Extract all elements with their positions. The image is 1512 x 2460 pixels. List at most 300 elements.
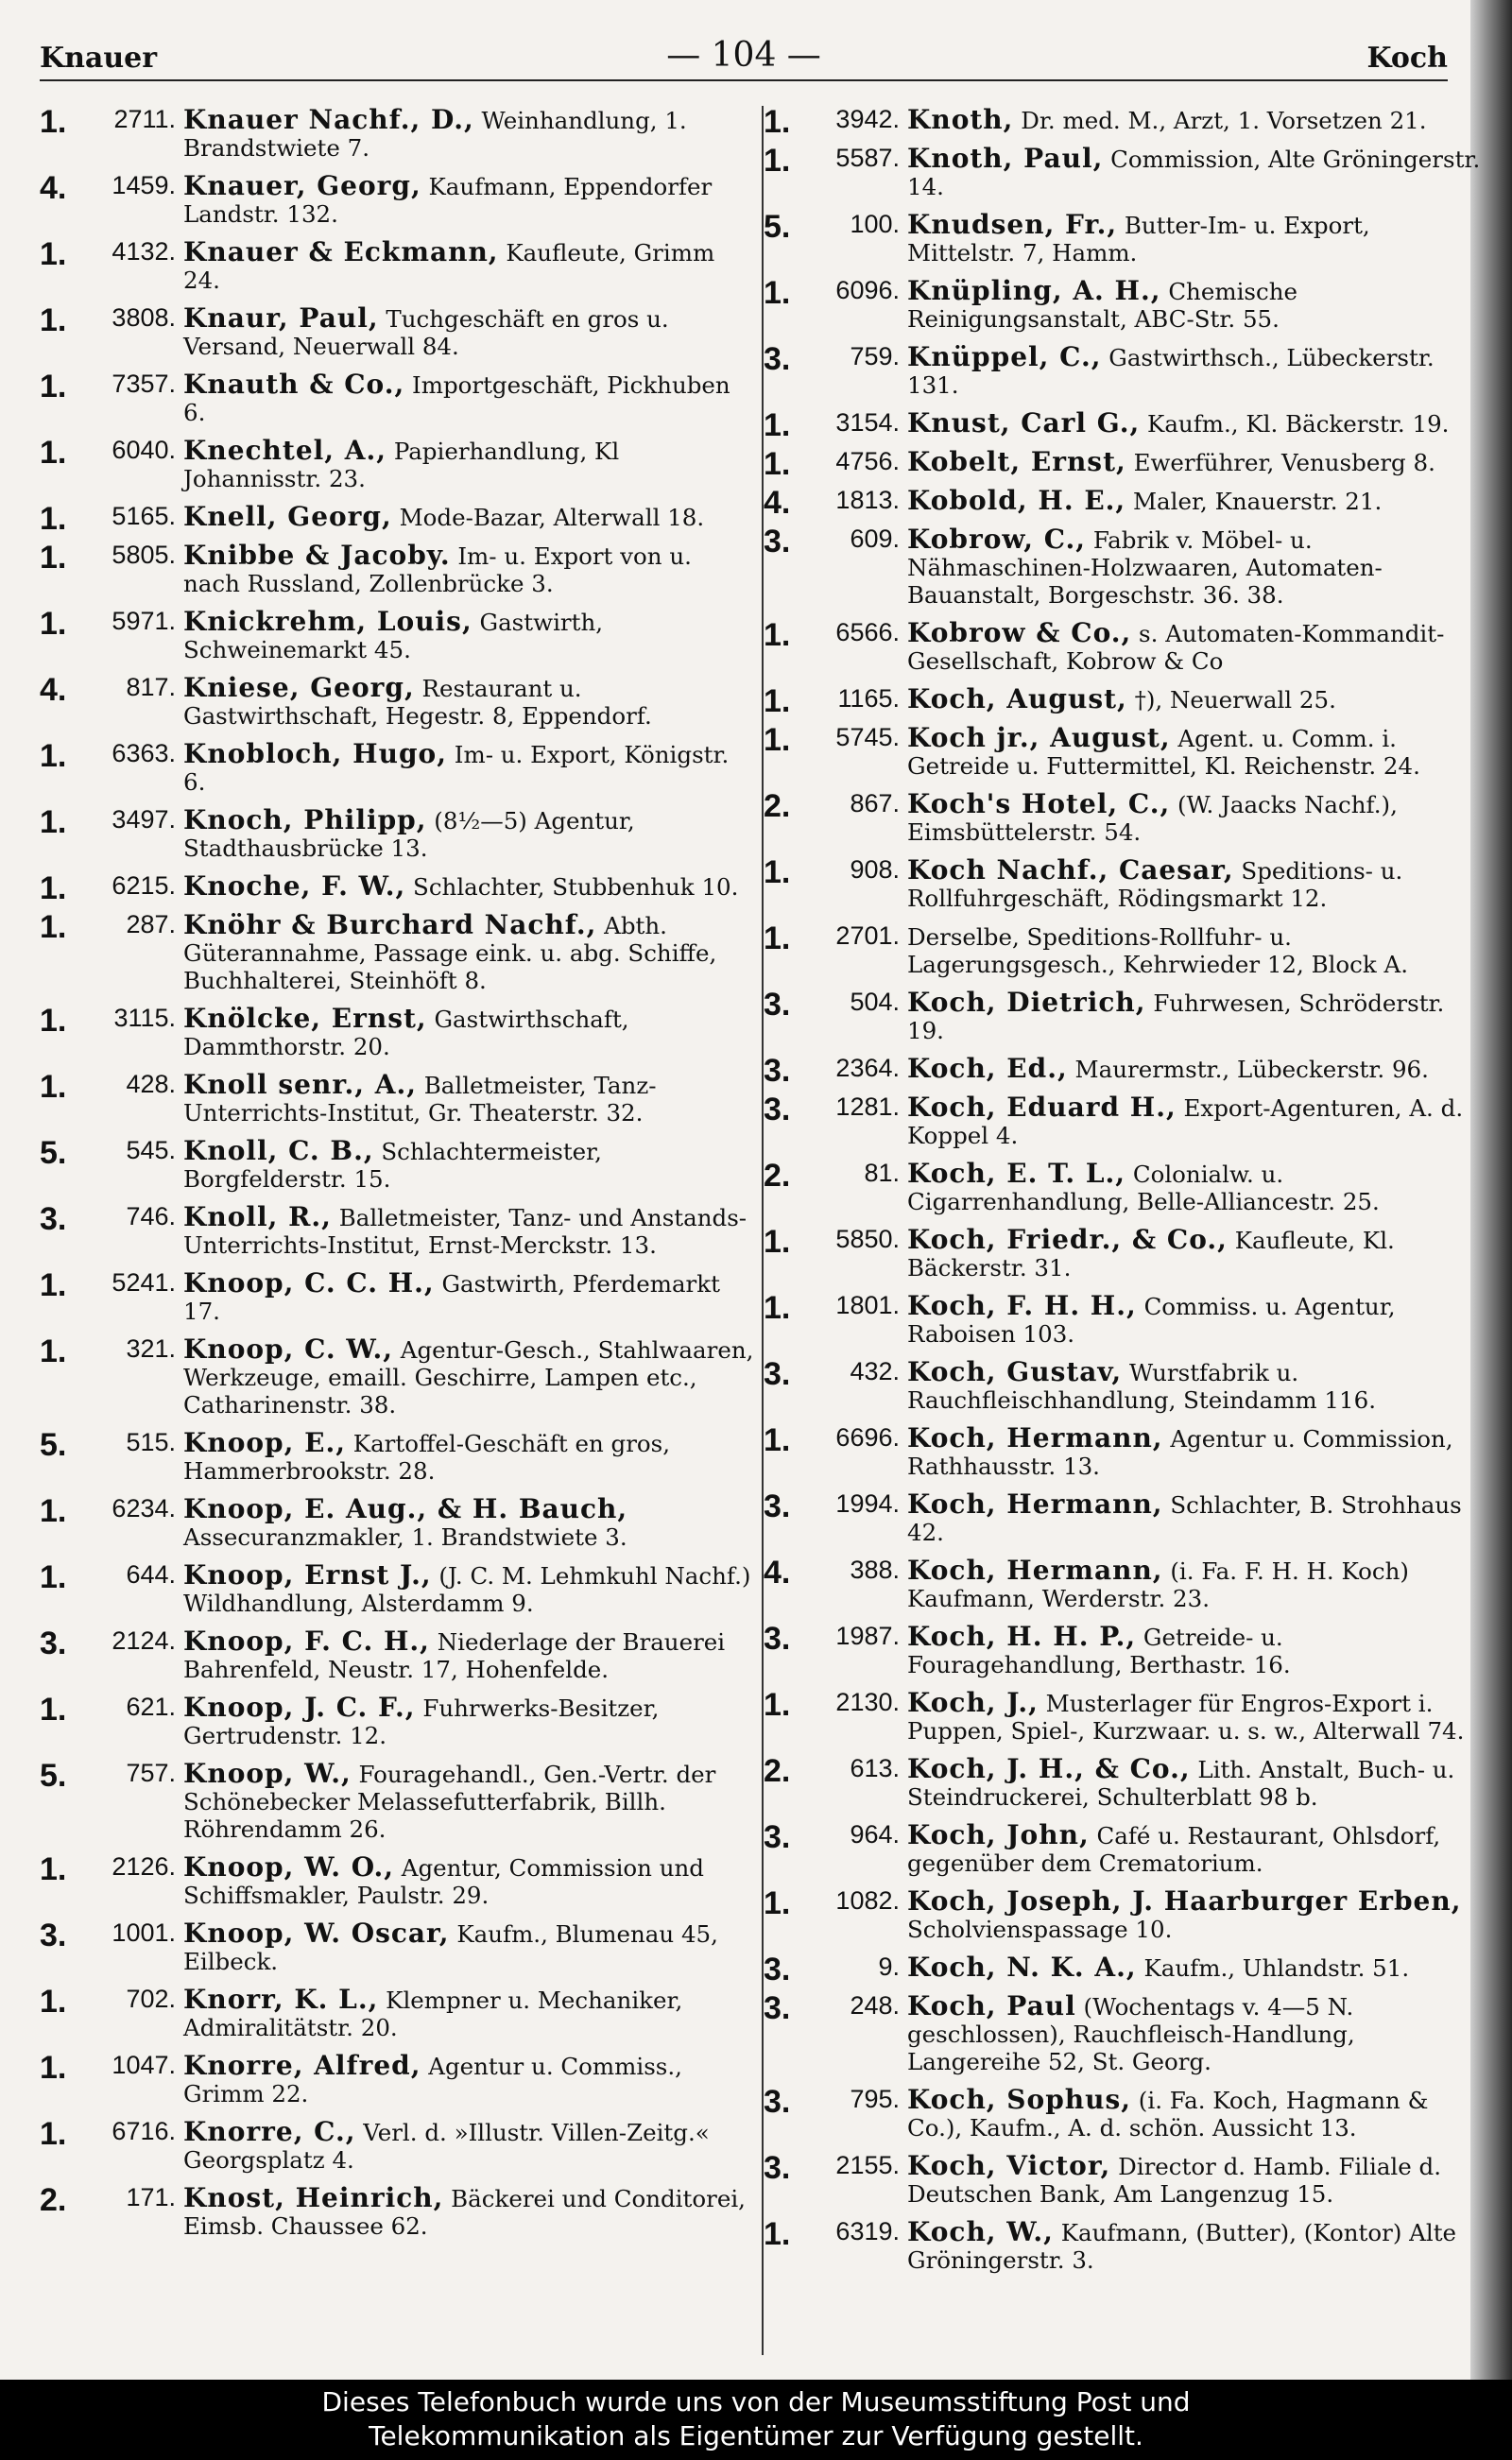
directory-entry: [764, 1755, 1482, 1811]
directory-entry: [40, 2118, 754, 2174]
phone-number: 2126.: [112, 1852, 176, 1881]
subscriber-name: Knechtel, A.,: [183, 435, 387, 466]
phone-number: 5971.: [112, 607, 176, 635]
directory-entry: [764, 1424, 1482, 1480]
subscriber-details: Ewerführer, Venusberg 8.: [1133, 449, 1435, 476]
exchange-zone: 1.: [764, 143, 791, 179]
subscriber-name: Koch, Hermann,: [907, 1555, 1163, 1586]
exchange-zone: 3.: [764, 1621, 791, 1657]
directory-entry: [40, 370, 754, 426]
directory-entry: [764, 1358, 1482, 1414]
exchange-zone: 3.: [40, 1918, 67, 1953]
phone-number: 6716.: [112, 2117, 176, 2145]
phone-number: 702.: [126, 1985, 176, 2013]
subscriber-name: Koch, Joseph, J. Haarburger Erben,: [907, 1885, 1462, 1917]
subscriber-details: (Wochentags v. 4—5 N. geschlossen), Rauchfleisch-Handlung, Langereihe 52, St. Georg.: [907, 1993, 1355, 2075]
subscriber-name: Koch, August,: [907, 683, 1127, 714]
subscriber-name: Koch, H. H. P.,: [907, 1621, 1137, 1652]
phone-number: 4132.: [112, 237, 176, 266]
subscriber-details: Kaufmann, Eppendorfer Landstr. 132.: [183, 173, 713, 228]
phone-number: 817.: [126, 673, 176, 701]
phone-number: 964.: [850, 1820, 900, 1849]
exchange-zone: 1.: [764, 1687, 791, 1723]
subscriber-details: Bäckerei und Conditorei, Eimsb. Chaussee 62.: [183, 2185, 746, 2240]
phone-number: 5850.: [835, 1225, 900, 1253]
phone-number: 515.: [126, 1428, 176, 1456]
phone-number: 2155.: [835, 2151, 900, 2179]
directory-entry: [40, 1986, 754, 2041]
subscriber-name: Knoop, F. C. H.,: [183, 1626, 430, 1657]
phone-number: 6696.: [835, 1423, 900, 1452]
phone-number: 5805.: [112, 541, 176, 569]
subscriber-details: Importgeschäft, Pickhuben 6.: [183, 371, 730, 426]
subscriber-name: Knauer & Eckmann,: [183, 236, 499, 267]
subscriber-name: Knorre, Alfred,: [183, 2050, 421, 2081]
subscriber-name: Koch, Paul: [907, 1990, 1076, 2021]
subscriber-details: Derselbe, Speditions-Rollfuhr- u. Lagerungsgesch., Kehrwieder 12, Block A.: [907, 923, 1409, 978]
directory-entry: [764, 2218, 1482, 2274]
subscriber-name: Koch, W.,: [907, 2216, 1054, 2247]
phone-number: 1047.: [112, 2051, 176, 2079]
exchange-zone: 1.: [764, 854, 791, 890]
subscriber-details: Im- u. Export von u. nach Russland, Zollenbrücke 3.: [183, 542, 692, 597]
subscriber-name: Knoop, E.,: [183, 1427, 346, 1458]
subscriber-name: Knoop, Ernst J.,: [183, 1559, 432, 1591]
subscriber-name: Knorre, C.,: [183, 2116, 356, 2147]
phone-number: 3808.: [112, 303, 176, 332]
left-column: [40, 106, 754, 2365]
subscriber-name: Koch, J. H., & Co.,: [907, 1753, 1191, 1784]
subscriber-details: Maler, Knauerstr. 21.: [1132, 488, 1383, 515]
subscriber-details: Agentur-Gesch., Stahlwaaren, Werkzeuge, emaill. Geschirre, Lampen etc., Catharinenstr. 38.: [183, 1336, 754, 1419]
subscriber-name: Knost, Heinrich,: [183, 2182, 444, 2213]
subscriber-details: Fabrik v. Möbel- u. Nähmaschinen-Holzwaaren, Automaten-Bauanstalt, Borgeschstr. 36. 38.: [907, 526, 1383, 609]
exchange-zone: 5.: [40, 1135, 67, 1171]
subscriber-name: Koch, Hermann,: [907, 1488, 1163, 1520]
subscriber-details: Commission, Alte Gröningerstr. 14.: [907, 146, 1481, 200]
phone-number: 1001.: [112, 1918, 176, 1947]
footer-line-1: Dieses Telefonbuch wurde uns von der Museumsstiftung Post und: [321, 2386, 1191, 2417]
subscriber-name: Koch, E. T. L.,: [907, 1158, 1126, 1189]
subscriber-details: Assecuranzmakler, 1. Brandstwiete 3.: [183, 1523, 627, 1551]
subscriber-details: Dr. med. M., Arzt, 1. Vorsetzen 21.: [1021, 107, 1427, 134]
subscriber-details: Balletmeister, Tanz- und Anstands-Unterrichts-Institut, Ernst-Merckstr. 13.: [183, 1204, 747, 1259]
directory-entry: [40, 2052, 754, 2107]
subscriber-details: Commiss. u. Agentur, Raboisen 103.: [907, 1293, 1396, 1348]
directory-entry: [40, 437, 754, 492]
exchange-zone: 3.: [764, 987, 791, 1023]
phone-number: 388.: [850, 1556, 900, 1584]
directory-entry: [764, 790, 1482, 846]
subscriber-name: Knoll, C. B.,: [183, 1135, 374, 1166]
subscriber-details: Director d. Hamb. Filiale d. Deutschen Bank, Am Langenzug 15.: [907, 2153, 1442, 2208]
exchange-zone: 1.: [40, 1692, 67, 1728]
directory-entry: [40, 304, 754, 360]
directory-entry: [764, 1292, 1482, 1348]
phone-number: 757.: [126, 1759, 176, 1787]
directory-entry: [40, 870, 754, 906]
subscriber-name: Koch's Hotel, C.,: [907, 788, 1171, 819]
subscriber-details: Scholvienspassage 10.: [907, 1916, 1173, 1943]
phone-number: 428.: [126, 1070, 176, 1098]
exchange-zone: 3.: [764, 524, 791, 559]
subscriber-details: Balletmeister, Tanz-Unterrichts-Institut, Gr. Theaterstr. 32.: [183, 1072, 657, 1127]
directory-entry: [764, 1160, 1482, 1215]
directory-entry: [40, 172, 754, 228]
subscriber-details: Abth. Güterannahme, Passage eink. u. abg. Schiffe, Buchhalterei, Steinhöft 8.: [183, 912, 717, 994]
directory-entry: [764, 1557, 1482, 1612]
directory-entry: [764, 446, 1482, 482]
directory-entry: [764, 2152, 1482, 2208]
directory-entry: [40, 1853, 754, 1909]
subscriber-details: †), Neuerwall 25.: [1134, 686, 1336, 714]
header-last-name: Koch: [1366, 42, 1448, 75]
subscriber-details: Restaurant u. Gastwirthschaft, Hegestr. 8, Eppendorf.: [183, 675, 652, 730]
subscriber-name: Kobelt, Ernst,: [907, 446, 1126, 477]
subscriber-details: Gastwirth, Schweinemarkt 45.: [183, 609, 604, 663]
directory-entry: [764, 1623, 1482, 1678]
directory-entry: [40, 238, 754, 294]
subscriber-details: Agentur, Commission und Schiffsmakler, Paulstr. 29.: [183, 1854, 704, 1909]
phone-number: 759.: [850, 342, 900, 370]
directory-entry: [40, 1005, 754, 1060]
exchange-zone: 4.: [40, 170, 67, 206]
directory-entry: [40, 106, 754, 162]
directory-entry: [764, 1952, 1482, 1987]
exchange-zone: 1.: [764, 275, 791, 311]
exchange-zone: 2.: [764, 1753, 791, 1789]
exchange-zone: 1.: [40, 1851, 67, 1887]
subscriber-details: Export-Agenturen, A. d. Koppel 4.: [907, 1094, 1464, 1149]
phone-number: 609.: [850, 525, 900, 553]
directory-entry: [764, 1093, 1482, 1149]
phone-number: 746.: [126, 1202, 176, 1230]
phone-number: 171.: [126, 2183, 176, 2211]
subscriber-name: Koch, Eduard H.,: [907, 1092, 1177, 1123]
directory-entry: [764, 683, 1482, 719]
phone-number: 2701.: [835, 921, 900, 950]
exchange-zone: 1.: [764, 407, 791, 443]
subscriber-name: Knölcke, Ernst,: [183, 1003, 427, 1034]
phone-number: 5165.: [112, 502, 176, 530]
subscriber-details: Colonialw. u. Cigarrenhandlung, Belle-Alliancestr. 25.: [907, 1161, 1380, 1215]
directory-entry: [40, 740, 754, 796]
exchange-zone: 1.: [40, 1559, 67, 1595]
directory-entry: [764, 343, 1482, 399]
directory-entry: [764, 1226, 1482, 1282]
exchange-zone: 5.: [40, 1758, 67, 1794]
subscriber-name: Knoll senr., A.,: [183, 1069, 417, 1100]
exchange-zone: 1.: [764, 722, 791, 758]
directory-entry: [40, 1561, 754, 1617]
directory-entry: [764, 407, 1482, 443]
exchange-zone: 1.: [40, 435, 67, 471]
exchange-zone: 1.: [764, 2216, 791, 2252]
directory-entry: [764, 1992, 1482, 2075]
exchange-zone: 1.: [40, 236, 67, 272]
exchange-zone: 1.: [40, 501, 67, 537]
exchange-zone: 1.: [40, 1333, 67, 1369]
phone-number: 644.: [126, 1560, 176, 1589]
directory-entry: [764, 277, 1482, 333]
subscriber-name: Koch, Friedr., & Co.,: [907, 1224, 1228, 1255]
subscriber-details: Tuchgeschäft en gros u. Versand, Neuerwall 84.: [183, 305, 669, 360]
phone-number: 2124.: [112, 1626, 176, 1655]
subscriber-details: Weinhandlung, 1. Brandstwiete 7.: [183, 107, 687, 162]
phone-number: 867.: [850, 789, 900, 817]
subscriber-details: Schlachtermeister, Borgfelderstr. 15.: [183, 1138, 602, 1193]
phone-number: 6096.: [835, 276, 900, 304]
phone-number: 6363.: [112, 739, 176, 767]
phone-number: 3497.: [112, 805, 176, 834]
exchange-zone: 3.: [764, 341, 791, 377]
subscriber-details: Kaufleute, Kl. Bäckerstr. 31.: [907, 1227, 1395, 1282]
footer-line-2: Telekommunikation als Eigentümer zur Verfügung gestellt.: [369, 2420, 1143, 2451]
exchange-zone: 1.: [40, 2050, 67, 2086]
directory-entry: [40, 542, 754, 597]
directory-entry: [764, 211, 1482, 267]
phone-number: 1801.: [835, 1291, 900, 1319]
directory-entry: [40, 608, 754, 663]
subscriber-name: Koch Nachf., Caesar,: [907, 854, 1234, 886]
exchange-zone: 3.: [764, 2084, 791, 2120]
subscriber-name: Koch, F. H. H.,: [907, 1290, 1137, 1321]
exchange-zone: 3.: [764, 1488, 791, 1524]
phone-number: 6234.: [112, 1494, 176, 1522]
exchange-zone: 3.: [40, 1626, 67, 1661]
directory-entry: [764, 2086, 1482, 2142]
directory-entry: [764, 1887, 1482, 1943]
directory-entry: [764, 989, 1482, 1044]
phone-number: 6215.: [112, 871, 176, 900]
subscriber-name: Knell, Georg,: [183, 501, 392, 532]
subscriber-details: Kartoffel-Geschäft en gros, Hammerbrookstr. 28.: [183, 1430, 671, 1485]
exchange-zone: 1.: [40, 302, 67, 338]
exchange-zone: 3.: [764, 1990, 791, 2026]
phone-number: 1994.: [835, 1489, 900, 1518]
subscriber-name: Knauer, Georg,: [183, 170, 421, 201]
subscriber-name: Knoch, Philipp,: [183, 804, 427, 835]
subscriber-details: (i. Fa. F. H. H. Koch) Kaufmann, Werderstr. 23.: [907, 1557, 1409, 1612]
subscriber-details: Klempner u. Mechaniker, Admiralitätstr. 20.: [183, 1987, 683, 2041]
subscriber-name: Kobrow & Co.,: [907, 617, 1132, 648]
subscriber-details: (J. C. M. Lehmkuhl Nachf.) Wildhandlung, Alsterdamm 9.: [183, 1562, 751, 1617]
exchange-zone: 3.: [764, 1053, 791, 1089]
phone-number: 287.: [126, 910, 176, 938]
exchange-zone: 1.: [40, 1003, 67, 1039]
exchange-zone: 1.: [40, 106, 67, 140]
exchange-zone: 1.: [764, 1885, 791, 1921]
phone-number: 795.: [850, 2085, 900, 2113]
directory-entry: [40, 1694, 754, 1749]
phone-number: 6566.: [835, 618, 900, 646]
phone-number: 321.: [126, 1334, 176, 1363]
phone-number: 3942.: [835, 106, 900, 133]
phone-number: 908.: [850, 855, 900, 884]
exchange-zone: 1.: [764, 446, 791, 482]
subscriber-details: Agent. u. Comm. i. Getreide u. Futtermittel, Kl. Reichenstr. 24.: [907, 725, 1420, 780]
footer-notice: [0, 2380, 1512, 2460]
exchange-zone: 1.: [764, 617, 791, 653]
directory-entry: [40, 674, 754, 730]
directory-entry: [764, 1821, 1482, 1877]
subscriber-details: Fuhrwerks-Besitzer, Gertrudenstr. 12.: [183, 1694, 660, 1749]
subscriber-name: Knoop, W. Oscar,: [183, 1918, 450, 1949]
exchange-zone: 1.: [764, 683, 791, 719]
subscriber-details: Wurstfabrik u. Rauchfleischhandlung, Steindamm 116.: [907, 1359, 1376, 1414]
subscriber-name: Knoop, W. O.,: [183, 1851, 394, 1883]
subscriber-name: Knoche, F. W.,: [183, 870, 406, 902]
subscriber-name: Koch, Sophus,: [907, 2084, 1131, 2115]
subscriber-name: Kobrow, C.,: [907, 524, 1087, 555]
subscriber-details: Mode-Bazar, Alterwall 18.: [399, 504, 705, 531]
subscriber-details: Papierhandlung, Kl Johannisstr. 23.: [183, 438, 620, 492]
phone-number: 248.: [850, 1991, 900, 2020]
exchange-zone: 1.: [40, 606, 67, 642]
exchange-zone: 2.: [40, 2182, 67, 2218]
exchange-zone: 3.: [764, 2150, 791, 2186]
directory-entry: [40, 1203, 754, 1259]
subscriber-name: Koch, Hermann,: [907, 1422, 1163, 1454]
phone-number: 504.: [850, 988, 900, 1016]
directory-entry: [40, 911, 754, 994]
subscriber-details: Gastwirthsch., Lübeckerstr. 131.: [907, 344, 1435, 399]
phone-number: 621.: [126, 1693, 176, 1721]
subscriber-name: Knüppel, C.,: [907, 341, 1102, 372]
exchange-zone: 1.: [764, 920, 791, 956]
phone-number: 2364.: [835, 1054, 900, 1082]
directory-entry: [40, 1335, 754, 1419]
subscriber-name: Koch, Dietrich,: [907, 987, 1146, 1018]
subscriber-details: Im- u. Export, Königstr. 6.: [183, 741, 730, 796]
phone-number: 5587.: [835, 144, 900, 172]
directory-entry: [764, 145, 1482, 200]
exchange-zone: 1.: [40, 540, 67, 576]
header-first-name: Knauer: [40, 42, 158, 75]
subscriber-details: Maurermstr., Lübeckerstr. 96.: [1074, 1056, 1429, 1083]
exchange-zone: 1.: [764, 1422, 791, 1458]
subscriber-name: Kniese, Georg,: [183, 672, 415, 703]
right-column: [764, 106, 1482, 2365]
subscriber-details: Kaufmann, (Butter), (Kontor) Alte Gröningerstr. 3.: [907, 2219, 1457, 2274]
subscriber-details: Kaufleute, Grimm 24.: [183, 239, 715, 294]
phone-number: 432.: [850, 1357, 900, 1385]
subscriber-name: Knoop, J. C. F.,: [183, 1692, 416, 1723]
subscriber-details: Agentur u. Commission, Rathhausstr. 13.: [907, 1425, 1453, 1480]
exchange-zone: 1.: [764, 106, 791, 140]
phone-number: 7357.: [112, 370, 176, 398]
exchange-zone: 1.: [40, 369, 67, 404]
phone-number: 3115.: [113, 1004, 176, 1032]
exchange-zone: 3.: [764, 1356, 791, 1392]
exchange-zone: 1.: [40, 1069, 67, 1105]
phone-number: 1082.: [835, 1886, 900, 1915]
directory-entry: [40, 1760, 754, 1843]
subscriber-name: Koch, N. K. A.,: [907, 1952, 1137, 1983]
subscriber-details: Gastwirthschaft, Dammthorstr. 20.: [183, 1006, 629, 1060]
exchange-zone: 1.: [40, 909, 67, 945]
subscriber-name: Knaur, Paul,: [183, 302, 379, 334]
subscriber-name: Knickrehm, Louis,: [183, 606, 472, 637]
directory-entry: [40, 806, 754, 862]
exchange-zone: 1.: [40, 1493, 67, 1529]
subscriber-details: s. Automaten-Kommandit-Gesellschaft, Kobrow & Co: [907, 620, 1445, 675]
subscriber-name: Knobloch, Hugo,: [183, 738, 447, 769]
subscriber-name: Koch jr., August,: [907, 722, 1171, 753]
phone-number: 9.: [878, 1953, 900, 1981]
phone-number: 5745.: [835, 723, 900, 751]
directory-entry: [40, 1137, 754, 1193]
subscriber-details: Kaufm., Blumenau 45, Eilbeck.: [183, 1920, 718, 1975]
subscriber-name: Koch, John,: [907, 1819, 1090, 1850]
exchange-zone: 3.: [40, 1201, 67, 1237]
exchange-zone: 1.: [40, 2116, 67, 2152]
directory-entry: [764, 922, 1482, 978]
phone-number: 2711.: [113, 106, 176, 133]
directory-entry: [40, 1071, 754, 1127]
subscriber-details: (i. Fa. Koch, Hagmann & Co.), Kaufm., A. d. schön. Aussicht 13.: [907, 2087, 1429, 2142]
subscriber-name: Knauer Nachf., D.,: [183, 106, 474, 135]
subscriber-name: Knoth,: [907, 106, 1014, 135]
directory-entry: [764, 1689, 1482, 1745]
subscriber-details: Getreide- u. Fouragehandlung, Berthastr. 16.: [907, 1624, 1291, 1678]
page-number: — 104 —: [666, 36, 821, 75]
exchange-zone: 2.: [764, 788, 791, 824]
directory-entry: [764, 724, 1482, 780]
subscriber-name: Knust, Carl G.,: [907, 407, 1141, 439]
subscriber-name: Koch, Victor,: [907, 2150, 1111, 2181]
exchange-zone: 1.: [764, 1290, 791, 1326]
exchange-zone: 3.: [764, 1952, 791, 1987]
phone-number: 613.: [850, 1754, 900, 1782]
subscriber-details: Lith. Anstalt, Buch- u. Steindruckerei, Schulterblatt 98 b.: [907, 1756, 1455, 1811]
exchange-zone: 5.: [764, 209, 791, 245]
exchange-zone: 1.: [40, 1267, 67, 1303]
phone-number: 1165.: [837, 684, 900, 713]
subscriber-details: Kaufm., Kl. Bäckerstr. 19.: [1147, 410, 1450, 438]
phone-number: 1813.: [835, 486, 900, 514]
phone-number: 100.: [850, 210, 900, 238]
directory-entry: [764, 1053, 1482, 1089]
directory-entry: [40, 1627, 754, 1683]
exchange-zone: 4.: [40, 672, 67, 708]
phone-number: 2130.: [835, 1688, 900, 1716]
subscriber-details: Butter-Im- u. Export, Mittelstr. 7, Hamm.: [907, 212, 1370, 267]
subscriber-name: Knoll, R.,: [183, 1201, 332, 1232]
subscriber-details: Chemische Reinigungsanstalt, ABC-Str. 55.: [907, 278, 1297, 333]
subscriber-name: Knoop, W.,: [183, 1758, 352, 1789]
subscriber-details: (W. Jaacks Nachf.), Eimsbüttelerstr. 54.: [907, 791, 1398, 846]
exchange-zone: 1.: [764, 1224, 791, 1260]
subscriber-name: Koch, Gustav,: [907, 1356, 1123, 1387]
phone-number: 5241.: [112, 1268, 176, 1297]
directory-entry: [764, 525, 1482, 609]
exchange-zone: 4.: [764, 485, 791, 521]
exchange-zone: 1.: [40, 738, 67, 774]
subscriber-name: Knüpling, A. H.,: [907, 275, 1161, 306]
subscriber-details: Niederlage der Brauerei Bahrenfeld, Neustr. 17, Hohenfelde.: [183, 1628, 726, 1683]
subscriber-name: Koch, Ed.,: [907, 1053, 1068, 1084]
subscriber-name: Kobold, H. E.,: [907, 485, 1126, 516]
subscriber-details: Café u. Restaurant, Ohlsdorf, gegenüber dem Crematorium.: [907, 1822, 1441, 1877]
exchange-zone: 1.: [40, 870, 67, 906]
page-header: [40, 32, 1448, 81]
subscriber-details: Speditions- u. Rollfuhrgeschäft, Rödingsmarkt 12.: [907, 857, 1403, 912]
exchange-zone: 3.: [764, 1092, 791, 1127]
subscriber-name: Knöhr & Burchard Nachf.,: [183, 909, 597, 940]
directory-entry: [764, 106, 1482, 140]
exchange-zone: 1.: [40, 1984, 67, 2020]
